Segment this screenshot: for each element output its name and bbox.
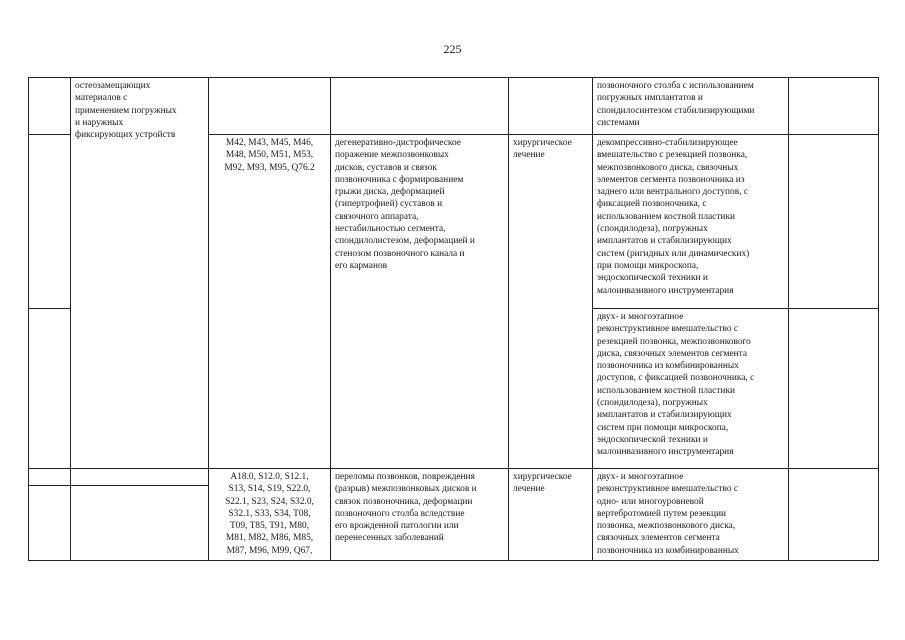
text-line: позвоночника из комбинированных: [597, 361, 739, 372]
text-line: хирургическое: [513, 138, 572, 148]
icd-codes-cell: [209, 78, 331, 135]
icd-codes-cell: [209, 469, 331, 561]
text-line: вертебротомией путем резекции: [597, 508, 727, 519]
text-line: малоинвазивного инструментария: [597, 285, 734, 296]
text-line: A18.0, S12.0, S12.1,: [230, 472, 309, 482]
text-line: M81, M82, M86, M85,: [225, 533, 314, 544]
cost-cell: [789, 78, 879, 135]
text-line: имплантатов и стабилизирующих: [597, 410, 732, 421]
method-cell: [593, 469, 789, 561]
text-line: позвоночного столба с использованием: [597, 81, 754, 91]
diagnosis-cell: [331, 135, 509, 469]
method-cell: [593, 309, 789, 469]
text-line: погружных имплантатов и: [597, 93, 703, 104]
page-number: 225: [443, 42, 462, 56]
text-line: (гипертрофией) суставов и: [335, 199, 443, 210]
text-line: хирургическое: [513, 472, 572, 482]
text-line: дегенеративно-дистрофическое: [335, 138, 461, 148]
text-line: остеозамещающих: [75, 81, 151, 91]
text-line: связок позвоночника, деформации: [335, 496, 473, 507]
text-line: материалов с: [75, 93, 128, 104]
text-line: применением погружных: [75, 105, 177, 116]
text-line: систем (ригидных или динамических): [597, 248, 750, 259]
text-line: лечение: [513, 484, 545, 495]
text-line: элементов сегмента позвоночника из: [597, 174, 745, 185]
text-line: (разрыв) межпозвонковых дисков и: [335, 484, 477, 495]
table-row: [29, 78, 879, 135]
text-line: S22.1, S23, S24, S32.0,: [225, 496, 314, 507]
row-number-cell: [29, 135, 71, 309]
text-line: доступов, с фиксацией позвоночника, с: [597, 373, 755, 384]
method-group-cell: [71, 78, 209, 469]
text-line: M92, M93, M95, Q76.2: [224, 162, 315, 173]
text-line: дисков, суставов и связок: [335, 162, 437, 173]
text-line: связочных элементов сегмента: [597, 533, 720, 544]
text-line: позвонка, межпозвонкового диска,: [597, 521, 736, 532]
text-line: M42, M43, M45, M46,: [225, 138, 314, 148]
method-group-cell: [71, 469, 209, 561]
text-line: связочного аппарата,: [335, 211, 419, 222]
text-line: S32.1, S33, S34, T08,: [228, 508, 311, 519]
cell-divider: [29, 469, 70, 486]
icd-codes-cell: [209, 135, 331, 469]
method-cell: [593, 135, 789, 309]
diagnosis-cell: [331, 469, 509, 561]
cost-cell: [789, 469, 879, 561]
text-line: M87, M96, M99, Q67,: [226, 545, 313, 556]
treatment-type-cell: [509, 469, 593, 561]
text-line: позвоночника из комбинированных: [597, 545, 739, 556]
text-line: малоинвазивного инструментария: [597, 447, 734, 458]
text-line: резекцией позвонка, межпозвонкового: [597, 336, 751, 347]
text-line: поражение межпозвонковых: [335, 150, 449, 161]
text-line: грыжи диска, деформацией: [335, 187, 445, 198]
text-line: эндоскопической техники и: [597, 273, 708, 284]
row-number-cell: [29, 78, 71, 135]
text-line: позвоночника с формированием: [335, 174, 464, 185]
text-line: S13, S14, S19, S22.0,: [228, 484, 311, 495]
text-line: фиксирующих устройств: [75, 130, 176, 141]
text-line: реконструктивное вмешательство с: [597, 484, 739, 495]
text-line: его карманов: [335, 260, 388, 271]
text-line: системами: [597, 117, 640, 128]
text-line: (спондилодеза), погружных: [597, 224, 708, 235]
text-line: T09, T85, T91, M80,: [229, 521, 310, 532]
text-line: M48, M50, M51, M53,: [225, 150, 314, 161]
treatment-type-cell: [509, 135, 593, 469]
text-line: межпозвонкового диска, связочных: [597, 162, 739, 173]
text-line: лечение: [513, 150, 545, 161]
method-cell: [593, 78, 789, 135]
text-line: одно- или многоуровневой: [597, 496, 704, 507]
cell-divider: [71, 469, 208, 486]
text-line: использованием костной пластики: [597, 385, 736, 396]
text-line: спондилосинтезом стабилизирующими: [597, 105, 755, 116]
procedures-table: [28, 77, 879, 561]
text-line: позвоночного столба вследствие: [335, 508, 465, 519]
text-line: его врожденной патологии или: [335, 521, 459, 532]
text-line: декомпрессивно-стабилизирующее: [597, 138, 738, 148]
text-line: двух- и многоэтапное: [597, 472, 684, 482]
table-row: [29, 469, 879, 561]
text-line: нестабильностью сегмента,: [335, 224, 446, 235]
text-line: имплантатов и стабилизирующих: [597, 236, 732, 247]
text-line: вмешательство с резекцией позвонка,: [597, 150, 748, 161]
row-number-cell: [29, 309, 71, 469]
text-line: стенозом позвоночного канала и: [335, 248, 465, 259]
text-line: переломы позвонков, повреждения: [335, 472, 475, 482]
text-line: (спондилодеза), погружных: [597, 398, 708, 409]
text-line: двух- и многоэтапное: [597, 312, 684, 322]
text-line: использованием костной пластики: [597, 211, 736, 222]
cost-cell: [789, 309, 879, 469]
text-line: и наружных: [75, 117, 124, 128]
text-line: эндоскопической техники и: [597, 434, 708, 445]
text-line: реконструктивное вмешательство с: [597, 324, 739, 335]
text-line: систем при помощи микроскопа,: [597, 422, 729, 433]
diagnosis-cell: [331, 78, 509, 135]
text-line: спондилолистезом, деформацией и: [335, 236, 475, 247]
text-line: фиксацией позвоночника, с: [597, 199, 707, 210]
row-number-cell: [29, 469, 71, 561]
cost-cell: [789, 135, 879, 309]
text-line: заднего или вентрального доступов, с: [597, 187, 748, 198]
treatment-type-cell: [509, 78, 593, 135]
text-line: диска, связочных элементов сегмента: [597, 348, 748, 359]
text-line: перенесенных заболеваний: [335, 533, 444, 544]
text-line: при помощи микроскопа,: [597, 260, 699, 271]
